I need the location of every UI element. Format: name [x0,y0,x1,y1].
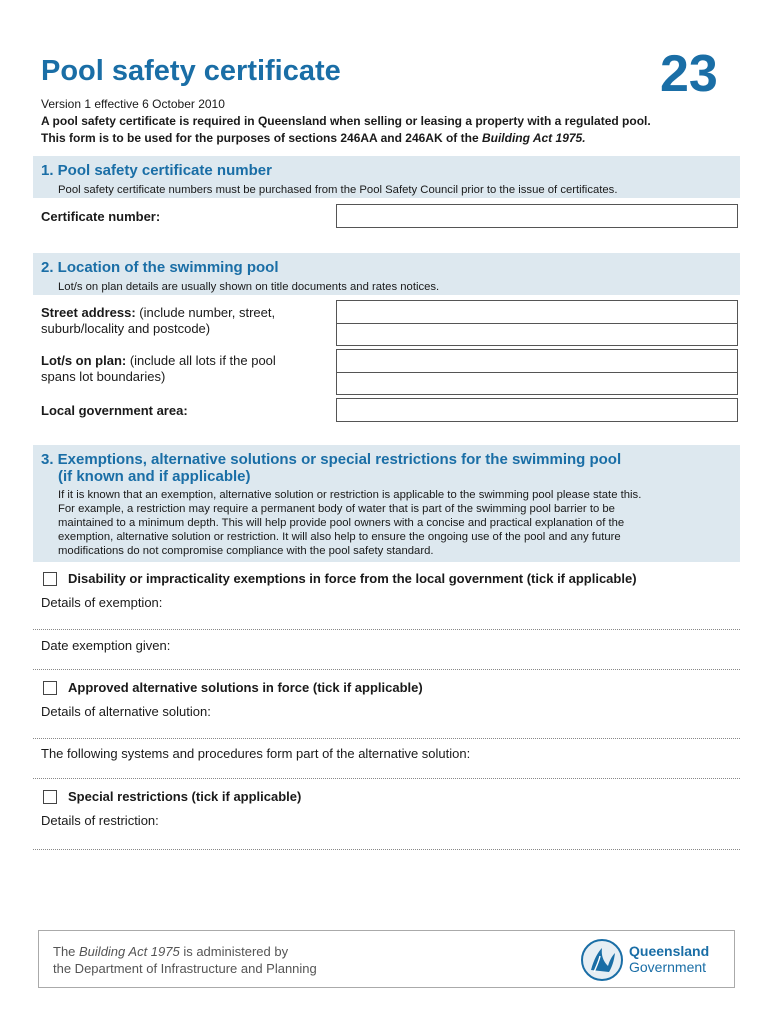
queensland-crest-icon [579,937,625,983]
footer-line-1-post: is administered by [179,944,289,959]
section-1-description: Pool safety certificate numbers must be purchased from the Pool Safety Council prior to the issue of certificates. [58,184,618,196]
details-of-alternative-line[interactable] [33,738,740,739]
description-line: If it is known that an exemption, alternative solution or restriction is applicable to the swimming pool please state this. [58,489,642,501]
queensland-government-logo [629,943,709,975]
street-address-bold: Street address: [41,305,136,320]
details-of-alternative-label: Details of alternative solution: [41,704,211,719]
footer-line-1-pre: The [53,944,80,959]
logo-line-2: Government [629,959,707,975]
footer-text [53,943,317,977]
street-address-label [41,305,275,337]
form-number: 23 [660,45,718,103]
intro-line-2-text: This form is to be used for the purposes of sections 246AA and 246AK of the [41,131,482,145]
details-of-exemption-line[interactable] [33,629,740,630]
section-1-header [33,156,740,198]
lga-field[interactable] [336,398,738,422]
section-3-header [33,445,740,562]
section-3-heading-2: (if known and if applicable) [58,468,251,485]
description-line: maintained to a minimum depth. This will help provide pool owners with a concise and practical explanation of the [58,517,625,529]
date-exemption-label: Date exemption given: [41,638,171,653]
section-2-header [33,253,740,295]
lots-on-plan-bold: Lot/s on plan: [41,353,127,368]
alternative-solutions-label: Approved alternative solutions in force (tick if applicable) [68,680,423,695]
lots-on-plan-hint-1: (include all lots if the pool [126,353,276,368]
intro-line-1: A pool safety certificate is required in Queensland when selling or leasing a property with a regulated pool. [41,114,651,128]
disability-exemption-checkbox[interactable] [43,572,57,586]
street-address-hint-2: suburb/locality and postcode) [41,321,211,336]
field-divider [337,372,737,373]
lots-on-plan-field[interactable] [336,349,738,395]
special-restrictions-checkbox[interactable] [43,790,57,804]
section-2-heading: 2. Location of the swimming pool [41,259,279,276]
lots-on-plan-hint-2: spans lot boundaries) [41,369,166,384]
logo-line-1: Queensland [629,943,710,959]
footer-line-2: the Department of Infrastructure and Planning [53,961,317,976]
date-exemption-line[interactable] [33,669,740,670]
version-text: Version 1 effective 6 October 2010 [41,97,225,111]
lots-on-plan-label [41,353,276,385]
disability-exemption-label: Disability or impracticality exemptions in force from the local government (tick if applicable) [68,571,637,586]
footer-box [38,930,735,988]
field-divider [337,323,737,324]
description-line: modifications do not compromise compliance with the pool safety standard. [58,545,434,557]
details-of-exemption-label: Details of exemption: [41,595,163,610]
page-title: Pool safety certificate [41,55,341,87]
certificate-number-field[interactable] [336,204,738,228]
special-restrictions-label: Special restrictions (tick if applicable) [68,789,302,804]
section-3-description [33,485,740,558]
alternative-solutions-checkbox[interactable] [43,681,57,695]
certificate-number-label: Certificate number: [41,209,161,224]
description-line: exemption, alternative solution or restriction. It will also help to ensure the ongoing use of the pool and any future [58,531,621,543]
intro-line-2 [41,130,586,147]
systems-procedures-label: The following systems and procedures form part of the alternative solution: [41,746,471,761]
act-name: Building Act 1975. [481,131,586,145]
street-address-hint-1: (include number, street, [135,305,276,320]
lga-label: Local government area: [41,403,188,418]
details-of-restriction-line[interactable] [33,849,740,850]
section-2-description: Lot/s on plan details are usually shown on title documents and rates notices. [58,281,440,293]
details-of-restriction-label: Details of restriction: [41,813,159,828]
section-3-heading-1: 3. Exemptions, alternative solutions or special restrictions for the swimming pool [41,451,622,468]
section-1-heading: 1. Pool safety certificate number [41,162,272,179]
systems-procedures-line[interactable] [33,778,740,779]
description-line: For example, a restriction may require a permanent body of water that is part of the swimming pool barrier to be [58,503,615,515]
footer-act-name: Building Act 1975 [79,944,180,959]
street-address-field[interactable] [336,300,738,346]
